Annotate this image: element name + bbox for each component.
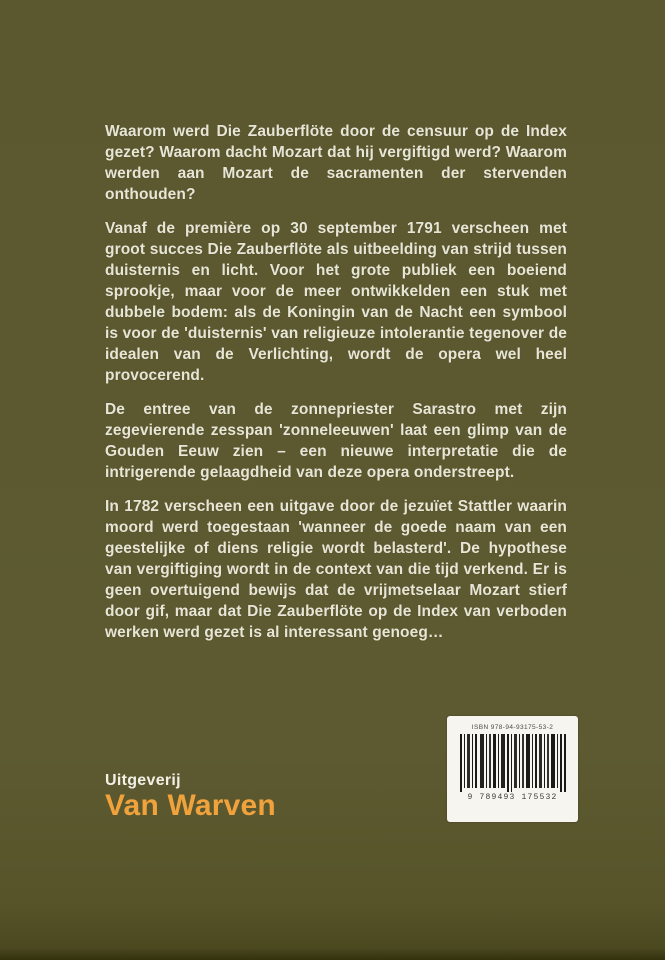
blurb-paragraph: Waarom werd Die Zauberflöte door de censuur op de Index gezet? Waarom dacht Mozart dat hij vergiftigd werd? Waarom werden aan Mozart de sacramenten der stervenden onthouden? [105,123,567,203]
barcode-digits: 9 789493 175532 [467,793,558,802]
isbn-label: ISBN 978-94-93175-53-2 [471,724,554,731]
publisher-imprint-label: Uitgeverij [105,772,181,789]
blurb-paragraph: In 1782 verscheen een uitgave door de jezuïet Stattler waarin moord werd toegestaan 'wanneer de goede naam van een geestelijke of diens religie wordt belasterd'. De hypothese van vergiftiging wordt in de context van die tijd verkend. Er is geen overtuigend bewijs dat de vrijmetselaar Mozart stierf door gif, maar dat Die Zauberflöte op de Index van verboden werken werd gezet is al interessant genoeg… [105,498,567,641]
publisher-logo [105,773,276,821]
isbn-barcode-panel [447,716,578,822]
publisher-name: Van Warven [105,789,276,822]
blurb-paragraph: De entree van de zonnepriester Sarastro met zijn zegevierende zesspan 'zonneleeuwen' laat een glimp van de Gouden Eeuw zien – een nieuwe interpretatie die de intrigerende gelaagdheid van deze opera onderstreept. [105,401,567,481]
barcode-icon [459,734,567,792]
blurb-paragraph: Vanaf de première op 30 september 1791 verscheen met groot succes Die Zauberflöte als uitbeelding van strijd tussen duisternis en licht. Voor het grote publiek een boeiend sprookje, maar voor de meer ontwikkelden een stuk met dubbele bodem: als de Koningin van de Nacht een symbool is voor de 'duisternis' van religieuze intolerantie tegenover de idealen van de Verlichting, wordt de opera wel heel provocerend. [105,220,567,384]
cover-bottom-shadow [0,948,665,960]
back-cover-blurb [105,121,567,656]
